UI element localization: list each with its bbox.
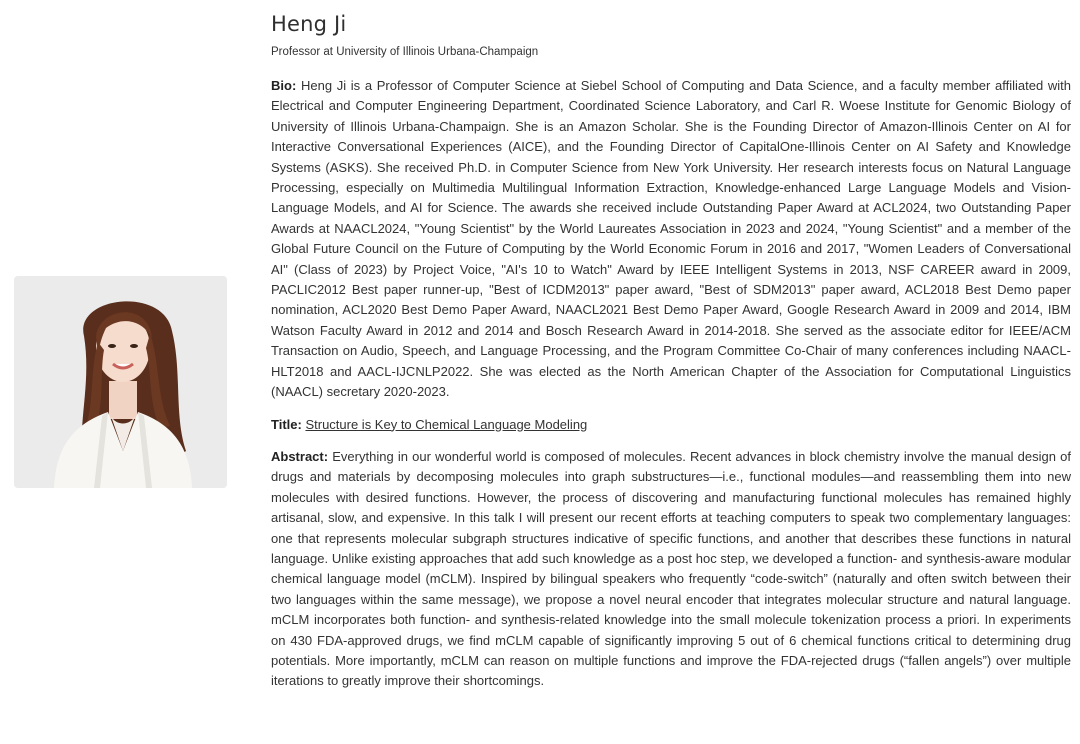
bio-section — [271, 76, 1071, 403]
speaker-affiliation: Professor at University of Illinois Urbana-Champaign — [271, 46, 539, 58]
speaker-photo — [14, 276, 227, 488]
title-label: Title: — [271, 416, 302, 432]
bio-text: Heng Ji is a Professor of Computer Science at Siebel School of Computing and Data Science, and a faculty member affiliated with Electrical and Computer Engineering Department, Coordinated Science Laboratory, and Carl R. Woese Institute for Genomic Biology of University of Illinois Urbana-Champaign. She is an Amazon Scholar. She is the Founding Director of Amazon-Illinois Center on AI for Interactive Conversational Experiences (AICE), and the Founding Director of CapitalOne-Illinois Center on AI Safety and Knowledge Systems (ASKS). She received Ph.D. in Computer Science from New York University. Her research interests focus on Natural Language Processing, especially on Multimedia Multilingual Information Extraction, Knowledge-enhanced Large Language Models and Vision-Language Models, and AI for Science. The awards she received include Outstanding Paper Award at ACL2024, two Outstanding Paper Awards at NAACL2024, "Young Scientist" by the World Laureates Association in 2023 and 2024, "Young Scientist" and a member of the Global Future Council on the Future of Computing by the World Economic Forum in 2016 and 2017, "Women Leaders of Conversational AI" (Class of 2023) by Project Voice, "AI's 10 to Watch" Award by IEEE Intelligent Systems in 2013, NSF CAREER award in 2009, PACLIC2012 Best paper runner-up, "Best of ICDM2013" paper award, "Best of SDM2013" paper award, ACL2018 Best Demo paper nomination, ACL2020 Best Demo Paper Award, NAACL2021 Best Demo Paper Award, Google Research Award in 2009 and 2014, IBM Watson Faculty Award in 2012 and 2014 and Bosch Research Award in 2014-2018. She served as the associate editor for IEEE/ACM Transaction on Audio, Speech, and Language Processing, and the Program Committee Co-Chair of many conferences including NAACL-HLT2018 and AACL-IJCNLP2022. She was elected as the North American Chapter of the Association for Computational Linguistics (NAACL) secretary 2020-2023. — [271, 78, 1071, 400]
talk-title-link[interactable]: Structure is Key to Chemical Language Modeling — [305, 416, 588, 432]
abstract-text: Everything in our wonderful world is composed of molecules. Recent advances in block chemistry involve the manual design of drugs and materials by decomposing molecules into graph substructures—i.e., functional modules—and reassembling them into new molecules with desired functions. However, the process of discovering and manufacturing functional molecules has remained highly artisanal, slow, and expensive. In this talk I will present our recent efforts at teaching computers to speak two complementary languages: one that represents molecular subgraph structures indicative of specific functions, and another that describes these functions in natural language. Unlike existing approaches that add such knowledge as a post hoc step, we developed a function- and synthesis-aware modular chemical language model (mCLM). Inspired by bilingual speakers who frequently “code-switch” (naturally and often switch between their two languages within the same message), we propose a novel neural encoder that integrates molecular structure and natural language. mCLM incorporates both function- and synthesis-related knowledge into the small molecule tokenization process a priori. In experiments on 430 FDA-approved drugs, we find mCLM capable of significantly improving 5 out of 6 chemical functions critical to determining drug potentials. More importantly, mCLM can reason on multiple functions and improve the FDA-rejected drugs (“fallen angels”) over multiple iterations to greatly improve their shortcomings. — [271, 448, 1071, 689]
abstract-label: Abstract: — [271, 448, 329, 464]
bio-label: Bio: — [271, 78, 297, 93]
speaker-profile — [271, 10, 1071, 692]
speaker-name: Heng Ji — [271, 12, 347, 36]
speaker-portrait-image — [14, 276, 227, 488]
talk-title-section — [271, 415, 1071, 435]
abstract-section — [271, 447, 1071, 692]
